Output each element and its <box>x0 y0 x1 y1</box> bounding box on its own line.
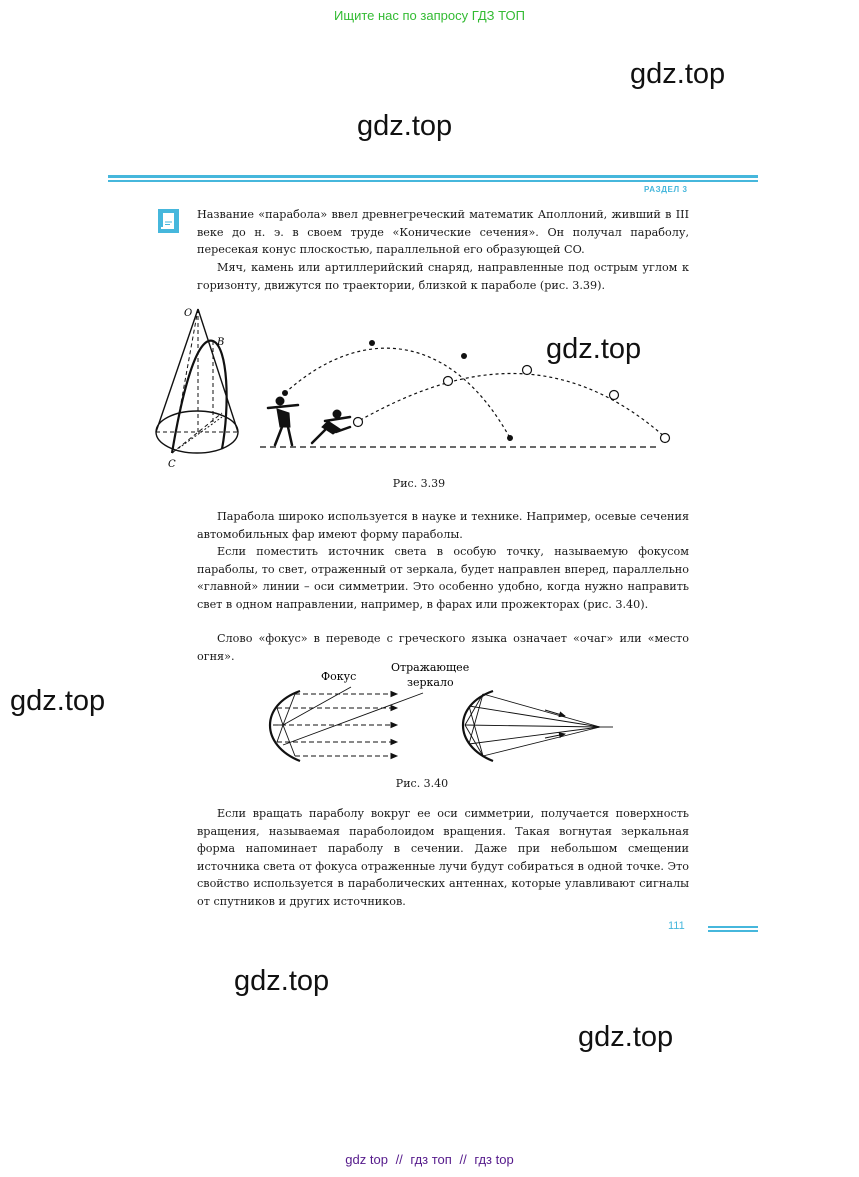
watermark: gdz.top <box>578 1021 674 1053</box>
note-icon <box>158 209 179 233</box>
cone-label-b: B <box>217 337 225 348</box>
stone-point <box>507 435 513 441</box>
footer-link-gdz-top-mixed[interactable]: гдз top <box>474 1152 514 1167</box>
figure-3-40-caption: Рис. 3.40 <box>395 777 449 790</box>
page-number: 111 <box>668 920 685 932</box>
stone-trajectory <box>285 348 510 438</box>
paragraph-paraboloid: Если вращать параболу вокруг ее оси симметрии, получается поверхность вращения, называемая параболоидом вращения. Такая вогнутая зеркальная форма напоминает параболу в сечении. Даже при небольшом смещении источника света от фокуса отраженные лучи будут собираться в одной точке. Это свойство используется в параболических антеннах, которые улавливают сигналы от спутников и других источников. <box>197 807 689 908</box>
paragraph-focus: Если поместить источник света в особую точку, называемую фокусом параболы, то свет, отраженный от зеркала, будет направлен вперед, параллельно «главной» линии – оси симметрии. Это особенно удобно, когда нужно направить свет в одном направлении, например, в фарах или прожекторах (рис. 3.40). <box>197 545 689 611</box>
cone-label-c: C <box>168 459 176 470</box>
footer-separator: // <box>395 1152 403 1167</box>
header-rule-thin <box>108 180 758 182</box>
figure-3-39-caption: Рис. 3.39 <box>392 477 446 490</box>
header-rule <box>108 175 758 178</box>
ball-trajectory <box>355 373 666 438</box>
page-number-rule <box>708 926 758 928</box>
mirror-label-line1: Отражающее <box>391 661 470 674</box>
page-number-rule-thin <box>708 930 758 932</box>
watermark: gdz.top <box>630 58 726 90</box>
paragraph-projectile: Мяч, камень или артиллерийский снаряд, направленные под острым углом к горизонту, движутся по траектории, близкой к параболе (рис. 3.39). <box>197 261 689 292</box>
paragraph-apollonius: Название «парабола» ввел древнегреческий математик Аполлоний, живший в III веке до н. э. в своем труде «Конические сечения». Он получал параболу, пересекая конус плоскостью, параллельной его образующей CO. <box>197 208 689 256</box>
kicker-figure <box>312 410 350 444</box>
mirror-label-line2: зеркало <box>407 676 454 689</box>
ball-point <box>354 366 670 443</box>
stone-point <box>282 390 288 396</box>
watermark: gdz.top <box>357 110 453 142</box>
watermark: gdz.top <box>546 333 642 365</box>
focus-label: Фокус <box>321 670 357 683</box>
headlight-parabola <box>270 687 423 761</box>
watermark: gdz.top <box>234 965 330 997</box>
antenna-parabola <box>463 691 613 761</box>
cone-label-o: O <box>184 308 193 319</box>
thrower-figure <box>268 397 298 446</box>
figure-3-40 <box>255 660 625 770</box>
cone-drawing <box>156 309 238 453</box>
paragraph-focus-word: Слово «фокус» в переводе с греческого языка означает «очаг» или «место огня». <box>197 632 689 663</box>
stone-point <box>461 353 467 359</box>
watermark: gdz.top <box>10 685 106 717</box>
paragraph-headlights: Парабола широко используется в науке и технике. Например, осевые сечения автомобильных фар имеют форму параболы. <box>197 510 689 541</box>
footer-link-gdz-top-ru[interactable]: гдз топ <box>410 1152 452 1167</box>
top-search-link[interactable]: Ищите нас по запросу ГДЗ ТОП <box>334 8 525 23</box>
footer-links <box>0 1152 859 1167</box>
section-label: РАЗДЕЛ 3 <box>644 185 688 194</box>
figure-3-39 <box>150 305 690 470</box>
footer-link-gdz-top[interactable]: gdz top <box>345 1152 388 1167</box>
stone-point <box>369 340 375 346</box>
footer-separator: // <box>459 1152 467 1167</box>
